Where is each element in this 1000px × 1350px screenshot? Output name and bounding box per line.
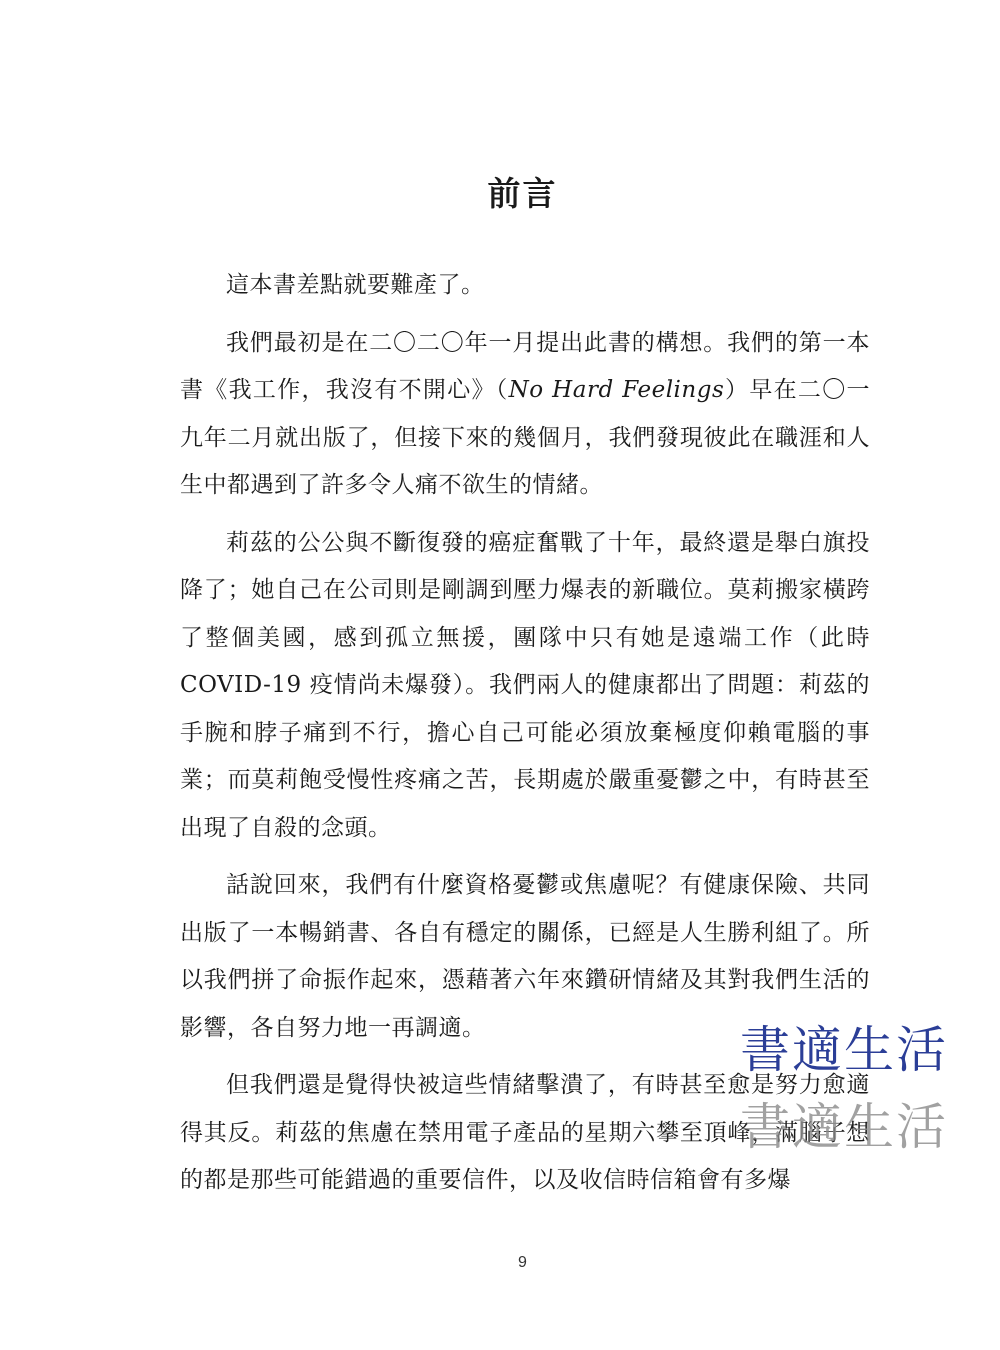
page-number: 9 xyxy=(518,1254,527,1271)
paragraph-1: 這本書差點就要難產了。 xyxy=(226,272,485,298)
book-english-title: No Hard Feelings xyxy=(508,377,725,403)
paragraph-2-head: 我們最初是在二〇二〇年一月提出此書的構想。我們的第一本書《我工作，我沒有不開心》（ xyxy=(180,329,870,403)
paragraph-4: 話說回來，我們有什麼資格憂鬱或焦慮呢？有健康保險、共同出版了一本暢銷書、各自有穩定的關係，已經是人生勝利組了。所以我們拼了命振作起來，憑藉著六年來鑽研情緒及其對我們生活的影響，各自努力地一再調適。 xyxy=(180,872,870,1041)
paragraph-2-tail: ）早在二〇一九年二月就出版了，但接下來的幾個月，我們發現彼此在職涯和人生中都遇到了許多令人痛不欲生的情緒。 xyxy=(180,377,871,498)
paragraph-2 xyxy=(180,320,870,510)
chapter-title: 前言 xyxy=(487,174,558,213)
watermark-blue: 書適生活 xyxy=(740,1021,948,1079)
watermark-gray: 書適生活 xyxy=(740,1098,948,1156)
paragraph-3: 莉茲的公公與不斷復發的癌症奮戰了十年，最終還是舉白旗投降了；她自己在公司則是剛調到壓力爆表的新職位。莫莉搬家橫跨了整個美國，感到孤立無援，團隊中只有她是遠端工作（此時 COVID-19 疫情尚未爆發）。我們兩人的健康都出了問題：莉茲的手腕和脖子痛到不行，擔心自己可能必須放棄極度仰賴電腦的事業；而莫莉飽受慢性疼痛之苦，長期處於嚴重憂鬱之中，有時甚至出現了自殺的念頭。 xyxy=(180,529,870,841)
paragraph-5: 但我們還是覺得快被這些情緒擊潰了，有時甚至愈是努力愈適得其反。莉茲的焦慮在禁用電子產品的星期六攀至頂峰，滿腦子想的都是那些可能錯過的重要信件，以及收信時信箱會有多爆 xyxy=(180,1072,870,1193)
